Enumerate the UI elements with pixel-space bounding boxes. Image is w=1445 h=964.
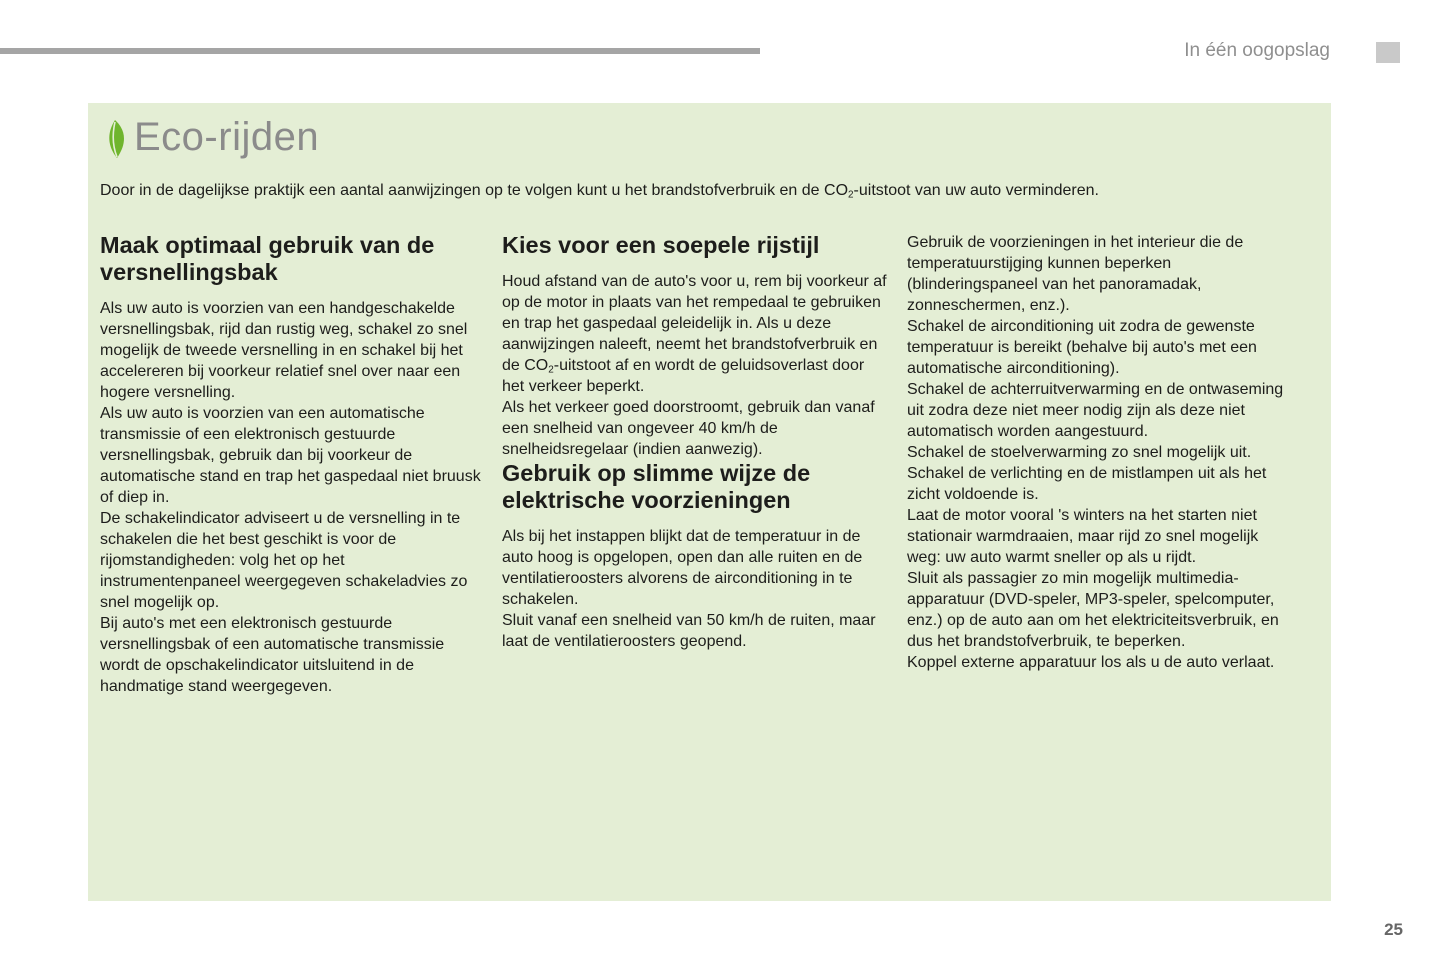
col3-paragraph-4b: Koppel externe apparatuur los als u de auto verlaat. [907,653,1275,671]
col3-paragraph-1b: Schakel de airconditioning uit zodra de gewenste temperatuur is bereikt (behalve bij auto's met een automatische airconditioning). [907,317,1257,377]
section-tab-marker-icon [1376,42,1400,63]
column1-heading: Maak optimaal gebruik van de versnellingsbak [100,231,435,285]
co2-subscript: 2 [848,189,854,201]
column2-heading-2: Gebruik op slimme wijze de elektrische voorzieningen [502,459,811,513]
title-row [100,115,1315,171]
col2-paragraph-1-part2: -uitstoot af en wordt de geluidsoverlast door het verkeer beperkt. [502,356,865,395]
col3-paragraph-1a: Gebruik de voorzieningen in het interieur die de temperatuurstijging kunnen beperken (blinderingspaneel van het panoramadak, zonneschermen, enz.). [907,233,1244,314]
col1-paragraph-3b: Bij auto's met een elektronisch gestuurde versnellingsbak of een automatische transmissie wordt de opschakelindicator uitsluitend in de handmatige stand weergegeven. [100,614,445,695]
page-title: Eco-rijden [134,115,320,159]
column-driving-style [502,232,887,697]
col2-paragraph-3b: Sluit vanaf een snelheid van 50 km/h de ruiten, maar laat de ventilatieroosters geopend. [502,611,876,650]
eco-panel [88,103,1331,901]
col3-paragraph-3: Laat de motor vooral 's winters na het starten niet stationair warmdraaien, maar rijd zo snel mogelijk weg: uw auto warmt sneller op als u rijdt. [907,506,1259,566]
col1-paragraph-1: Als uw auto is voorzien van een handgeschakelde versnellingsbak, rijd dan rustig weg, schakel zo snel mogelijk de tweede versnelling in en schakel bij het accelereren bij voorkeur relatief snel over naar een hogere versnelling. [100,299,468,401]
col3-paragraph-1c: Schakel de achterruitverwarming en de ontwaseming uit zodra deze niet meer nodig zijn als deze niet automatisch worden aangestuurd. [907,380,1284,440]
col1-paragraph-2: Als uw auto is voorzien van een automatische transmissie of een elektronisch gestuurde versnellingsbak, gebruik dan bij voorkeur de automatische stand en trap het gaspedaal niet bruusk of diep in. [100,404,481,506]
intro-text-part2: -uitstoot van uw auto verminderen. [853,182,1099,199]
page-number: 25 [1384,920,1403,939]
col3-paragraph-2: Schakel de verlichting en de mistlampen uit als het zicht voldoende is. [907,464,1267,503]
section-label: In één oogopslag [1184,40,1330,61]
column-interior-tips [907,232,1294,697]
intro-text-part1: Door in de dagelijkse praktijk een aantal aanwijzingen op te volgen kunt u het brandstofverbruik en de CO [100,182,849,199]
intro-text [100,181,1315,202]
col2-paragraph-1-part1: Houd afstand van de auto's voor u, rem bij voorkeur af op de motor in plaats van het rempedaal te gebruiken en trap het gaspedaal geleidelijk in. Als u deze aanwijzingen naleeft, neemt het brandstofverbruik en de CO [502,272,887,374]
co2-subscript: 2 [548,364,554,376]
leaf-icon [102,119,128,161]
columns [100,232,1315,697]
col2-paragraph-1 [502,271,887,397]
col2-paragraph-3a: Als bij het instappen blijkt dat de temperatuur in de auto hoog is opgelopen, open dan alle ruiten en de ventilatieroosters alvorens de airconditioning in te schakelen. [502,527,863,608]
col3-paragraph-4a: Sluit als passagier zo min mogelijk multimedia-apparatuur (DVD-speler, MP3-speler, spelcomputer, enz.) op de auto aan om het elektriciteitsverbruik, en dus het brandstofverbruik, te beperken. [907,569,1279,650]
col3-paragraph-1d: Schakel de stoelverwarming zo snel mogelijk uit. [907,443,1252,461]
column2-heading-1: Kies voor een soepele rijstijl [502,231,820,258]
header-rule [0,48,760,54]
col1-paragraph-3a: De schakelindicator adviseert u de versnelling in te schakelen die het best geschikt is voor de rijomstandigheden: volg het op het instrumentenpaneel weergegeven schakeladvies zo snel mogelijk op. [100,509,468,611]
col2-paragraph-2: Als het verkeer goed doorstroomt, gebruik dan vanaf een snelheid van ongeveer 40 km/h de snelheidsregelaar (indien aanwezig). [502,398,875,458]
column-gearbox [100,232,482,697]
